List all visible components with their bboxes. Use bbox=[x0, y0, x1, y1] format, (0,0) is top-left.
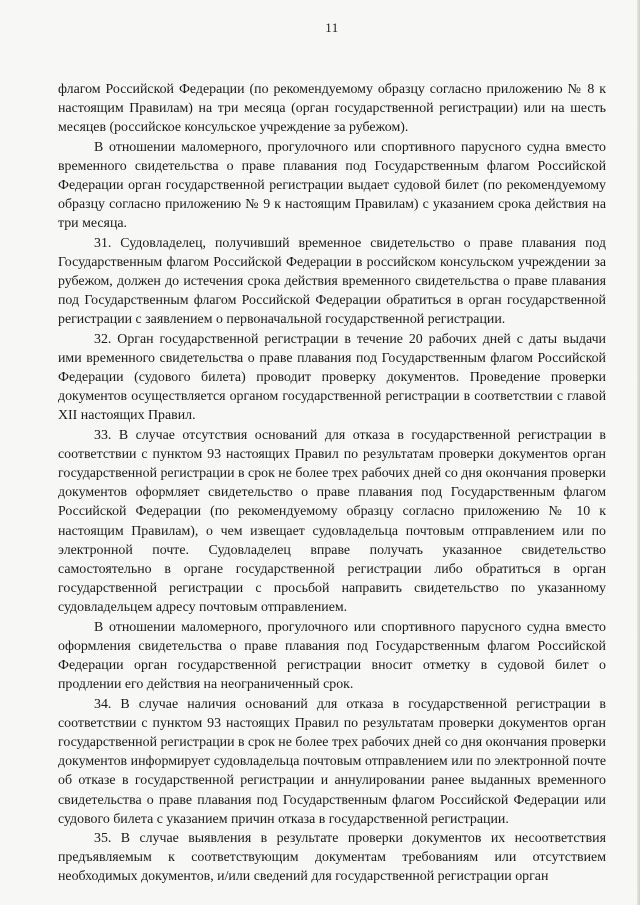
paragraph-item-33: 33. В случае отсутствия оснований для отказа в государственной регистрации в соответствии с пунктом 93 настоящих Правил по результатам проверки документов орган государственной регистрации в срок не более трех рабочих дней со дня окончания проверки документов оформляет свидетельство о праве плавания под Государственным флагом Российской Федерации (по рекомендуемому образцу согласно приложению № 10 к настоящим Правилам), о чем извещает судовладельца почтовым отправлением или по электронной почте. Судовладелец вправе получать указанное свидетельство самостоятельно в органе государственной регистрации либо обратиться в орган государственной регистрации с просьбой направить свидетельство по указанному судовладельцем адресу почтовым отправлением. bbox=[58, 427, 606, 616]
paragraph-small-vessel-extension: В отношении маломерного, прогулочного или спортивного парусного судна вместо оформления свидетельства о праве плавания под Государственным флагом Российской Федерации орган государственной регистрации вносит отметку в судовой билет о продлении его действия на неограниченный срок. bbox=[58, 619, 606, 693]
document-body bbox=[58, 80, 606, 887]
paragraph-item-31: 31. Судовладелец, получивший временное свидетельство о праве плавания под Государственным флагом Российской Федерации в российском консульском учреждении за рубежом, должен до истечения срока действия временного свидетельства о праве плавания под Государственным флагом Российской Федерации обратиться в орган государственной регистрации с заявлением о первоначальной государственной регистрации. bbox=[58, 235, 606, 328]
page-number: 11 bbox=[325, 20, 339, 35]
paragraph-continuation: флагом Российской Федерации (по рекомендуемому образцу согласно приложению № 8 к настоящим Правилам) на три месяца (орган государственной регистрации) или на шесть месяцев (российское консульское учреждение за рубежом). bbox=[58, 82, 606, 136]
paragraph-item-34: 34. В случае наличия оснований для отказа в государственной регистрации в соответствии с пунктом 93 настоящих Правил по результатам проверки документов орган государственной регистрации в срок не более трех рабочих дней со дня окончания проверки документов информирует судовладельца почтовым отправлением или по электронной почте об отказе в государственной регистрации и аннулировании ранее выданных временного свидетельства о праве плавания под Государственным флагом Российской Федерации или судового билета с указанием причин отказа в государственной регистрации. bbox=[58, 696, 606, 827]
paragraph-item-35: 35. В случае выявления в результате проверки документов их несоответствия предъявляемым к соответствующим документам требованиям или отсутствием необходимых документов, и/или сведений для государственной регистрации орган bbox=[58, 830, 606, 885]
paragraph-item-32: 32. Орган государственной регистрации в течение 20 рабочих дней с даты выдачи ими временного свидетельства о праве плавания под Государственным флагом Российской Федерации (судового билета) проводит проверку документов. Проведение проверки документов осуществляется органом государственной регистрации в соответствии с главой XII настоящих Правил. bbox=[58, 331, 606, 424]
paragraph-small-vessel-ticket: В отношении маломерного, прогулочного или спортивного парусного судна вместо временного свидетельства о праве плавания под Государственным флагом Российской Федерации орган государственной регистрации выдает судовой билет (по рекомендуемому образцу согласно приложению № 9 к настоящим Правилам) с указанием срока действия на три месяца. bbox=[58, 139, 606, 232]
